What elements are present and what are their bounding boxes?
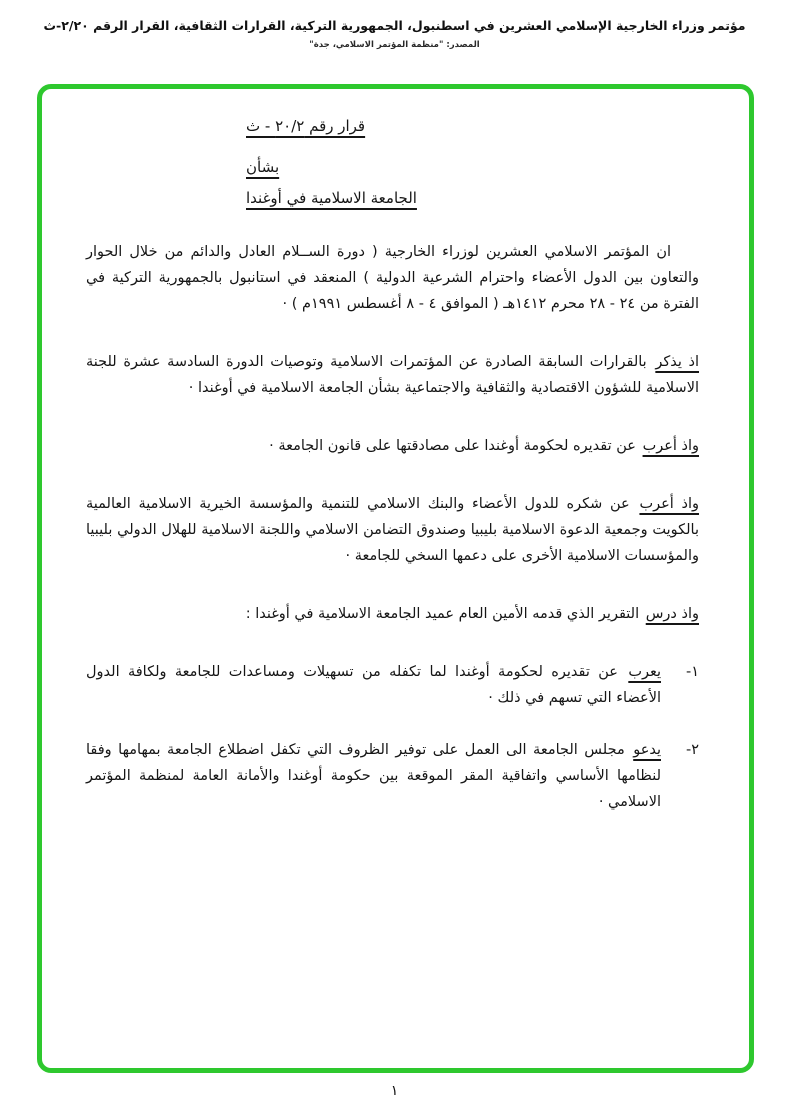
resolution-number-text: قرار رقم ٢٠/٢ - ث — [246, 117, 366, 135]
paragraph-appreciation-government-text: عن تقديره لحكومة أوغندا على مصادقتها على قانون الجامعة · — [269, 438, 641, 454]
paragraph-studied-report-text: التقرير الذي قدمه الأمين العام عميد الجامعة الاسلامية في أوغندا : — [245, 606, 644, 622]
paragraph-studied-report-lead: واذ درس — [645, 606, 699, 622]
item-1-lead: يعرب — [628, 664, 661, 680]
paragraph-preamble — [86, 239, 699, 317]
header-source: المصدر: "منظمة المؤتمر الاسلامي، جدة" — [309, 40, 480, 50]
item-2-body — [86, 737, 661, 815]
item-2-lead: يدعو — [633, 742, 661, 758]
paragraph-recalling-text: بالقرارات السابقة الصادرة عن المؤتمرات الاسلامية وتوصيات الدورة السادسة عشرة للجنة الاسلامية للشؤون الاقتصادية والثقافية والاجتماعية بشأن الجامعة الاسلامية في أوغندا · — [86, 354, 699, 396]
paragraph-recalling — [86, 349, 699, 401]
page-number: ١ — [390, 1083, 399, 1099]
title-line-resolution-number — [246, 115, 699, 137]
numbered-item-1 — [86, 659, 699, 711]
paragraph-thanks-donors-lead: واذ أعرب — [639, 496, 699, 512]
item-1-text: عن تقديره لحكومة أوغندا لما تكفله من تسهيلات ومساعدات للجامعة ولكافة الدول الأعضاء التي تسهم في ذلك · — [86, 664, 661, 706]
paragraph-studied-report — [86, 601, 699, 627]
document-title-block — [246, 115, 699, 209]
paragraph-appreciation-government-lead: واذ أعرب — [642, 438, 699, 454]
paragraph-thanks-donors-text: عن شكره للدول الأعضاء والبنك الاسلامي للتنمية والمؤسسة الخيرية الاسلامية العالمية بالكويت وجمعية الدعوة الاسلامية بليبيا وصندوق التضامن الاسلامي واللجنة الاسلامية للهلال الدولي بليبيا والمؤسسات الاسلامية الأخرى على دعمها السخي للجامعة · — [86, 496, 699, 564]
subject-text: الجامعة الاسلامية في أوغندا — [246, 189, 417, 207]
item-2-text: مجلس الجامعة الى العمل على توفير الظروف التي تكفل اضطلاع الجامعة بمهامها وفقا لنظامها الأساسي واتفاقية المقر الموقعة بين حكومة أوغندا والأمانة العامة لمنظمة المؤتمر الاسلامي · — [86, 742, 661, 810]
page-header — [0, 0, 789, 50]
green-border-frame — [37, 84, 754, 1073]
scanned-document-body — [42, 89, 749, 815]
item-1-number: ١- — [685, 664, 699, 680]
header-title: مؤتمر وزراء الخارجية الإسلامي العشرين في اسطنبول، الجمهورية التركية، القرارات الثقافية، القرار الرقم ٢/٢٠-ث — [43, 18, 746, 33]
numbered-item-2 — [86, 737, 699, 815]
paragraph-preamble-text: ان المؤتمر الاسلامي العشرين لوزراء الخارجية ( دورة الســلام العادل والدائم من خلال الحوار والتعاون بين الدول الأعضاء واحترام الشرعية الدولية ) المنعقد في استانبول بالجمهورية التركية في الفترة من ٢٤ - ٢٨ محرم ١٤١٢هـ ( الموافق ٤ - ٨ أغسطس ١٩٩١م ) · — [86, 244, 699, 312]
title-line-subject — [246, 187, 699, 209]
paragraph-thanks-donors — [86, 491, 699, 569]
item-2-number: ٢- — [685, 742, 699, 758]
paragraph-recalling-lead: اذ يذكر — [655, 354, 699, 370]
title-line-regarding — [246, 156, 699, 178]
regarding-text: بشأن — [246, 158, 280, 176]
paragraph-appreciation-government — [86, 433, 699, 459]
item-1-body — [86, 659, 661, 711]
